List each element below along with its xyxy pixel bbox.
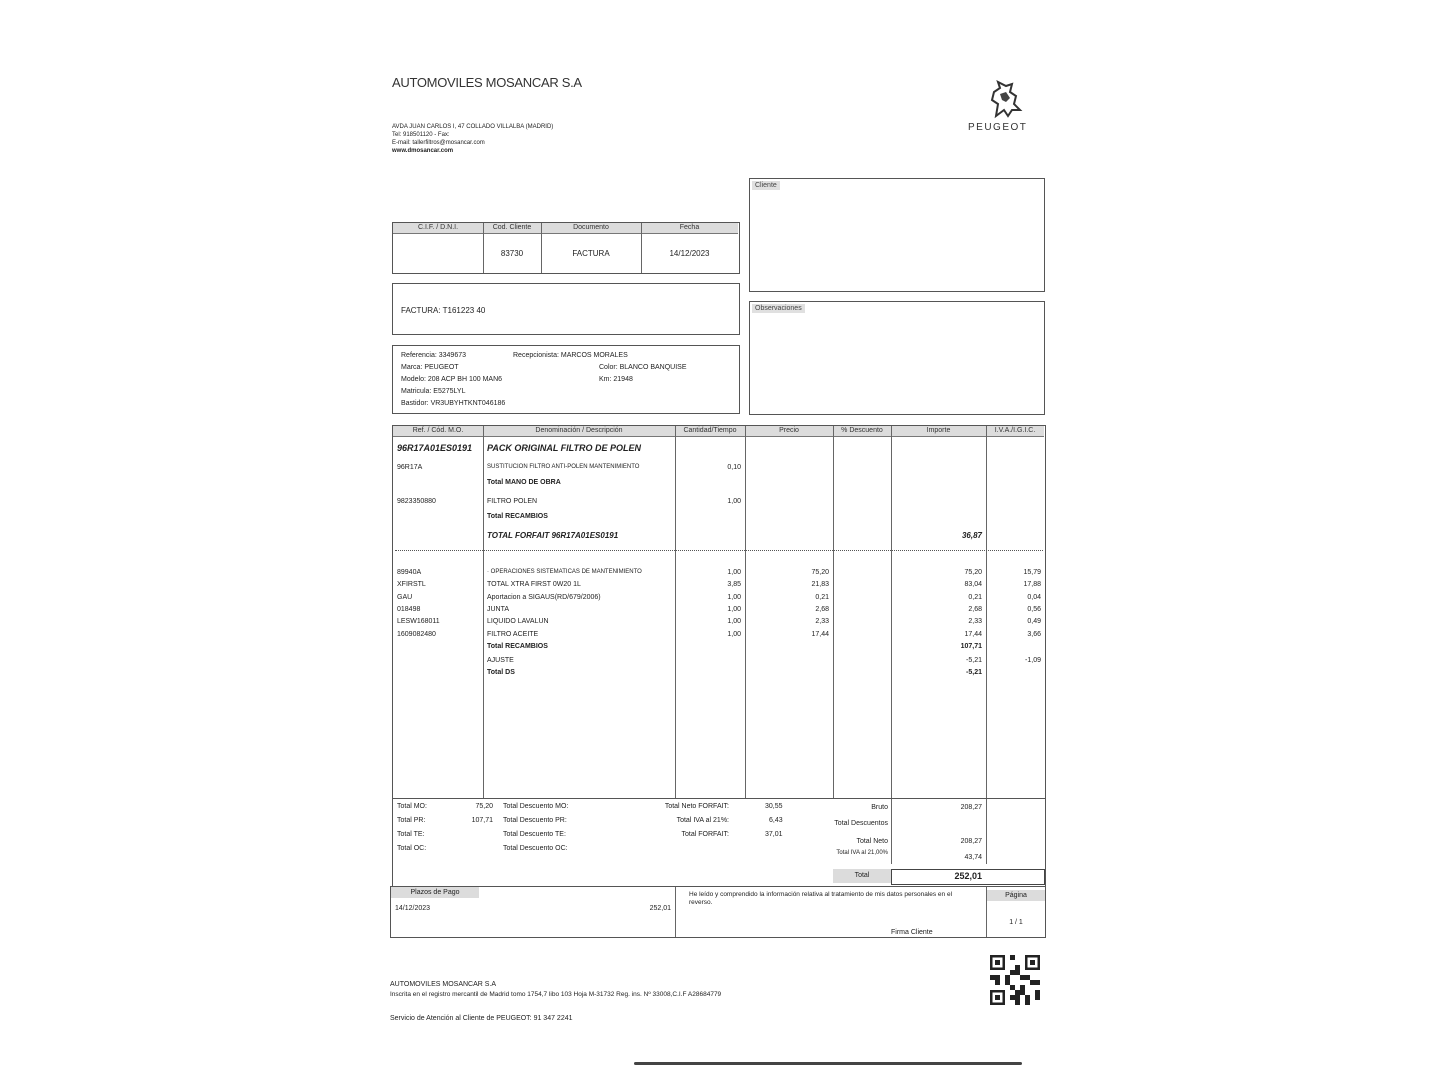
footer-company: AUTOMOVILES MOSANCAR S.A [390,981,497,988]
address-line: AVDA JUAN CARLOS I, 47 COLLADO VILLALBA (MADRID) [392,124,554,130]
item-ref: LESW168011 [397,618,440,626]
lines-table [392,425,1046,799]
summary-desc: Total RECAMBIOS [487,643,548,650]
forfait-title: PACK ORIGINAL FILTRO DE POLEN [487,443,642,453]
summary-importe: -5,21 [966,669,982,676]
total-value: 252,01 [954,871,982,881]
summary-desc: Total DS [487,669,515,676]
bruto-label: Bruto [871,804,888,811]
brand-name: PEUGEOT [968,122,1028,133]
item-price: 21,83 [811,581,829,589]
col-documento: Documento [541,223,641,234]
item-iva: 3,66 [1027,630,1041,638]
th-descripcion: Denominación / Descripción [483,426,675,437]
factura-box [392,283,740,335]
item-price: 2,33 [815,618,829,626]
page-edge [634,1062,1022,1065]
item-iva: 0,04 [1027,593,1041,601]
address-line: Tel: 918501120 - Fax: [392,132,450,138]
forfait-row-qty: 1,00 [727,498,741,505]
th-iva: I.V.A./I.G.I.C. [986,426,1044,437]
footer-service: Servicio de Atención al Cliente de PEUGEOT: 91 347 2241 [390,1015,573,1022]
item-ref: 89940A [397,569,422,576]
bastidor: Bastidor: VR3UBYHTKNT046186 [401,400,506,407]
color: Color: BLANCO BANQUISE [599,364,687,371]
observaciones-label: Observaciones [752,304,805,313]
total-neto-forfait-value: 30,55 [765,803,783,810]
address-line: www.dmosancar.com [392,148,454,154]
bruto-value: 208,27 [960,804,982,811]
marca: Marca: PEUGEOT [401,364,459,371]
pagina-label: Página [987,890,1045,901]
kilometros: Km: 21948 [599,376,633,383]
payment-amount: 252,01 [649,905,671,912]
item-ref: 018498 [397,605,421,613]
qr-code-icon [990,955,1040,1005]
item-qty: 1,00 [727,618,741,626]
th-ref: Ref. / Cód. M.O. [393,426,483,437]
item-desc: · OPERACIONES SISTEMATICAS DE MANTENIMIENTO [487,569,642,575]
item-importe: 17,44 [964,630,982,638]
th-cantidad: Cantidad/Tiempo [675,426,745,437]
item-importe: 83,04 [964,581,982,589]
payment-date: 14/12/2023 [395,905,431,912]
item-iva: 15,79 [1023,569,1041,576]
document-header-box [392,222,740,274]
total-desc-oc-label: Total Descuento OC: [503,845,568,852]
summary-importe: 107,71 [960,643,982,650]
consent-text: He leído y comprendido la información relativa al tratamiento de mis datos personales en el reverso. [689,891,953,906]
total-value-box [891,869,1045,885]
company-name: AUTOMOVILES MOSANCAR S.A [392,75,582,90]
documento-value: FACTURA [572,249,610,258]
factura-number: FACTURA: T161223 40 [401,306,486,315]
forfait-total-value: 36,87 [961,531,982,540]
col-cif: C.I.F. / D.N.I. [393,223,483,234]
peugeot-lion-icon [984,80,1028,120]
item-iva: 0,49 [1027,618,1041,626]
item-price: 75,20 [811,569,829,576]
th-importe: Importe [891,426,986,437]
item-iva: 17,88 [1023,581,1041,589]
item-importe: 2,68 [968,605,982,613]
footer-registry: Inscrita en el registro mercantil de Madrid tomo 1754,7 libo 103 Hoja M-31732 Reg. ins. Nº 33008,C.I.F A28684779 [390,991,722,998]
company-address [392,123,553,155]
item-price: 2,68 [815,605,829,613]
address-line: E-mail: tallerfiltros@mosancar.com [392,140,485,146]
modelo: Modelo: 208 ACP BH 100 MAN6 [401,376,503,383]
payment-label: Plazos de Pago [391,887,479,898]
total-pr-label: Total PR: [397,817,426,824]
total-neto-value: 208,27 [960,838,982,845]
forfait-row-qty: 0,10 [727,464,741,471]
total-te-label: Total TE: [397,831,425,838]
th-descuento: % Descuento [833,426,891,437]
pagina-value: 1 / 1 [1009,919,1023,926]
item-ref: GAU [397,593,413,601]
th-precio: Precio [745,426,833,437]
forfait-ref: 96R17A01ES0191 [397,443,473,453]
item-desc: FILTRO ACEITE [487,630,539,638]
forfait-row-ref: 96R17A [397,464,423,471]
total-desc-mo-label: Total Descuento MO: [503,803,569,810]
fecha-value: 14/12/2023 [669,249,710,258]
total-neto-label: Total Neto [856,838,888,845]
col-cod-cliente: Cod. Cliente [483,223,541,234]
item-price: 0,21 [815,593,829,601]
matricula: Matricula: E5275LYL [401,388,466,395]
item-importe: 75,20 [964,569,982,576]
forfait-row-desc: Total MANO DE OBRA [487,479,561,486]
item-desc: Aportacion a SIGAUS(RD/679/2006) [487,593,601,601]
total-mo-value: 75,20 [475,803,493,810]
total-pr-value: 107,71 [471,817,493,824]
item-iva: 0,56 [1027,605,1041,613]
item-desc: JUNTA [487,605,510,613]
total-forfait-label: Total FORFAIT: [681,831,729,838]
totals-box [392,798,1046,887]
forfait-row-desc: SUSTITUCION FILTRO ANTI-POLEN MANTENIMIENTO [487,464,640,470]
item-importe: 0,21 [968,593,982,601]
item-qty: 1,00 [727,593,741,601]
total-descuentos-label: Total Descuentos [834,820,888,827]
item-qty: 1,00 [727,605,741,613]
total-label: Total [833,869,891,883]
item-importe: 2,33 [968,618,982,626]
total-iva-value: 43,74 [964,854,982,861]
forfait-total-label: TOTAL FORFAIT 96R17A01ES0191 [487,531,619,540]
col-fecha: Fecha [641,223,738,234]
summary-importe: -5,21 [966,657,982,664]
item-desc: LIQUIDO LAVALUN [487,618,549,626]
observaciones-box [749,301,1045,415]
total-oc-label: Total OC: [397,845,427,852]
total-desc-te-label: Total Descuento TE: [503,831,566,838]
referencia: Referencia: 3349673 [401,352,466,359]
summary-iva: -1,09 [1025,657,1041,664]
total-desc-pr-label: Total Descuento PR: [503,817,567,824]
item-price: 17,44 [811,630,829,638]
total-iva-label: Total IVA al 21,00% [836,850,888,856]
cliente-box [749,178,1045,292]
item-ref: XFIRSTL [397,581,426,589]
payment-box [390,886,1046,938]
item-desc: TOTAL XTRA FIRST 0W20 1L [487,581,581,589]
total-mo-label: Total MO: [397,803,427,810]
item-qty: 1,00 [727,630,741,638]
cod-cliente-value: 83730 [500,249,524,258]
recepcionista: Recepcionista: MARCOS MORALES [513,352,628,359]
total-forfait-value: 37,01 [765,831,783,838]
forfait-row-desc: FILTRO POLEN [487,498,538,505]
total-neto-forfait-label: Total Neto FORFAIT: [664,803,729,810]
item-ref: 1609082480 [397,630,436,638]
total-iva-forfait-label: Total IVA al 21%: [676,817,729,824]
total-iva-forfait-value: 6,43 [769,817,783,824]
separator [395,550,1043,551]
firma-label: Firma Cliente [891,929,933,936]
summary-desc: AJUSTE [487,657,514,664]
vehicle-box [392,345,740,414]
item-qty: 1,00 [727,569,741,576]
forfait-row-ref: 9823350880 [397,498,436,505]
cliente-label: Cliente [752,181,780,190]
item-qty: 3,85 [727,581,741,589]
forfait-row-desc: Total RECAMBIOS [487,513,548,520]
